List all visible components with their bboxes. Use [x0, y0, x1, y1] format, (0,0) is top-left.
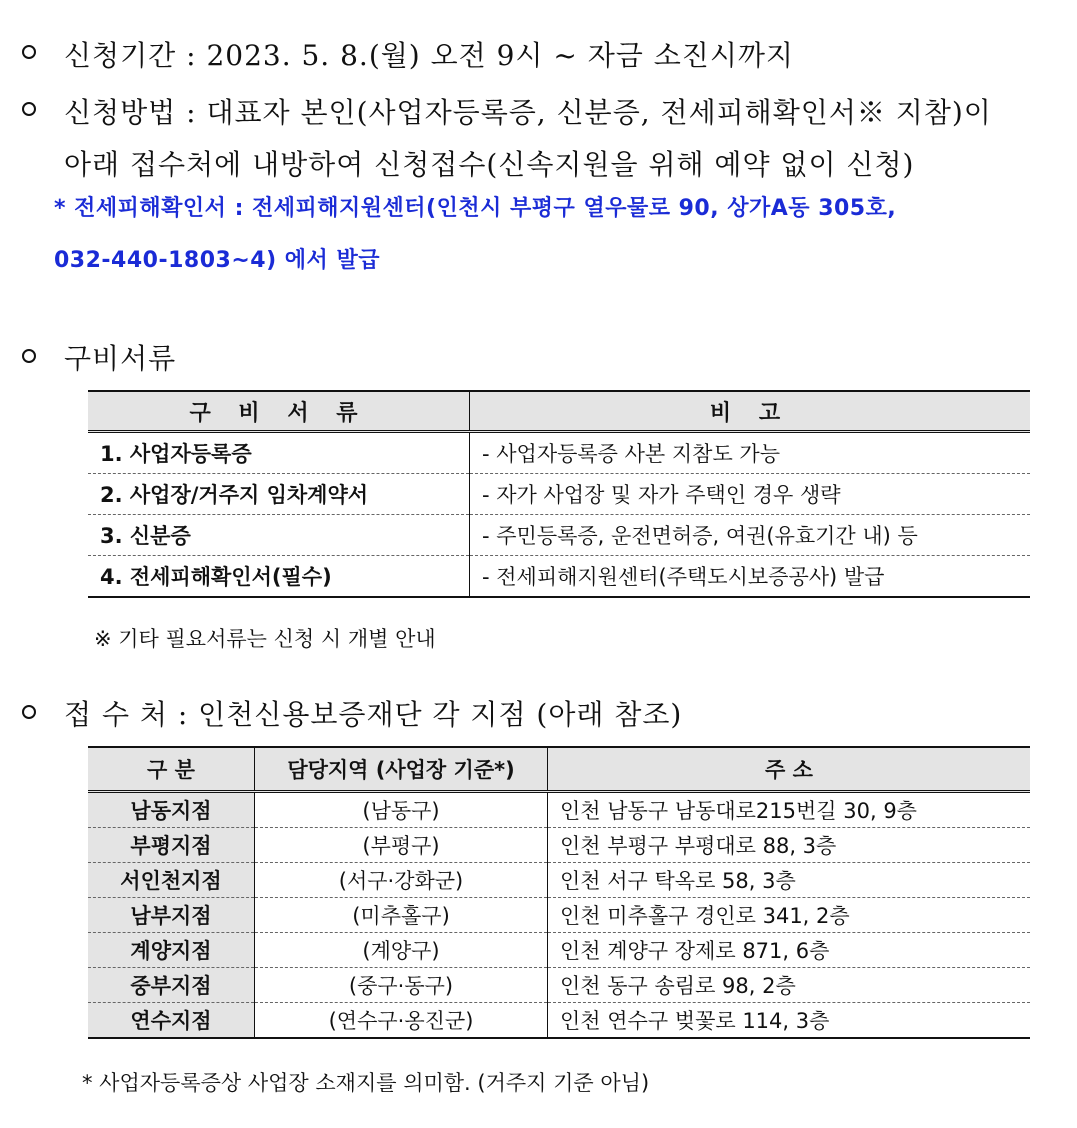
method-text-2: 아래 접수처에 내방하여 신청접수(신속지원을 위해 예약 없이 신청): [64, 148, 915, 181]
document-name: 3. 신분증: [88, 515, 470, 556]
blue-note-line-2: 032-440-1803~4) 에서 발급: [54, 248, 380, 273]
documents-heading: 구비서류: [64, 342, 177, 375]
table-header-row: [88, 747, 1030, 792]
document-remark: - 자가 사업장 및 자가 주택인 경우 생략: [470, 474, 1031, 515]
table-row: [88, 556, 1030, 598]
column-header: 구 비 서 류: [88, 391, 470, 432]
table-row: [88, 432, 1030, 474]
column-header: 비 고: [470, 391, 1031, 432]
branch-name: 남동지점: [88, 792, 255, 828]
branch-area: (서구·강화군): [255, 863, 548, 898]
branch-address: 인천 부평구 부평대로 88, 3층: [548, 828, 1031, 863]
document-name: 1. 사업자등록증: [88, 432, 470, 474]
branch-area: (남동구): [255, 792, 548, 828]
offices-table: [88, 746, 1030, 1039]
table-row: [88, 1003, 1030, 1039]
documents-footnote: ※ 기타 필요서류는 신청 시 개별 안내: [94, 627, 436, 651]
branch-area: (부평구): [255, 828, 548, 863]
branch-area: (미추홀구): [255, 898, 548, 933]
table-row: [88, 474, 1030, 515]
table-row: [88, 898, 1030, 933]
table-row: [88, 863, 1030, 898]
table-row: [88, 968, 1030, 1003]
table-row: [88, 792, 1030, 828]
period-value: 2023. 5. 8.(월) 오전 9시 ~ 자금 소진시까지: [206, 39, 794, 72]
branch-name: 부평지점: [88, 828, 255, 863]
column-header: 담당지역 (사업장 기준*): [255, 747, 548, 792]
method-line-2: [64, 143, 914, 183]
method-text-1: 대표자 본인(사업자등록증, 신분증, 전세피해확인서※ 지참)이: [206, 96, 992, 129]
branch-address: 인천 동구 송림로 98, 2층: [548, 968, 1031, 1003]
bullet-icon: [22, 705, 36, 719]
branch-area: (연수구·옹진군): [255, 1003, 548, 1039]
branch-name: 남부지점: [88, 898, 255, 933]
branch-address: 인천 남동구 남동대로215번길 30, 9층: [560, 799, 917, 823]
document-remark: - 전세피해지원센터(주택도시보증공사) 발급: [470, 556, 1031, 598]
bullet-icon: [22, 45, 36, 59]
table-header-row: [88, 391, 1030, 432]
offices-heading: 접 수 처 : 인천신용보증재단 각 지점 (아래 참조): [64, 698, 683, 731]
table-row: [88, 828, 1030, 863]
branch-area: (중구·동구): [255, 968, 548, 1003]
method-line-1: [64, 91, 992, 131]
offices-footnote: * 사업자등록증상 사업장 소재지를 의미함. (거주지 기준 아님): [82, 1071, 650, 1095]
branch-name: 연수지점: [88, 1003, 255, 1039]
table-row: [88, 515, 1030, 556]
table-row: [88, 933, 1030, 968]
bullet-icon: [22, 349, 36, 363]
branch-address: 인천 미추홀구 경인로 341, 2층: [548, 898, 1031, 933]
bullet-icon: [22, 102, 36, 116]
branch-name: 중부지점: [88, 968, 255, 1003]
period-label: 신청기간 :: [64, 39, 197, 72]
method-label: 신청방법 :: [64, 96, 197, 129]
document-remark: - 주민등록증, 운전면허증, 여권(유효기간 내) 등: [470, 515, 1031, 556]
branch-name: 계양지점: [88, 933, 255, 968]
branch-name: 서인천지점: [88, 863, 255, 898]
document-name: 4. 전세피해확인서(필수): [88, 556, 470, 598]
column-header: 주 소: [548, 747, 1031, 792]
period-line: [64, 34, 794, 74]
branch-address: 인천 서구 탁옥로 58, 3층: [548, 863, 1031, 898]
documents-table: [88, 390, 1030, 598]
branch-area: (계양구): [255, 933, 548, 968]
document-remark: - 사업자등록증 사본 지참도 가능: [482, 442, 780, 466]
column-header: 구 분: [88, 747, 255, 792]
document-name: 2. 사업장/거주지 임차계약서: [88, 474, 470, 515]
branch-address: 인천 계양구 장제로 871, 6층: [548, 933, 1031, 968]
branch-address: 인천 연수구 벚꽃로 114, 3층: [548, 1003, 1031, 1039]
blue-note-line-1: * 전세피해확인서 : 전세피해지원센터(인천시 부평구 열우물로 90, 상가A동 305호,: [54, 196, 897, 221]
